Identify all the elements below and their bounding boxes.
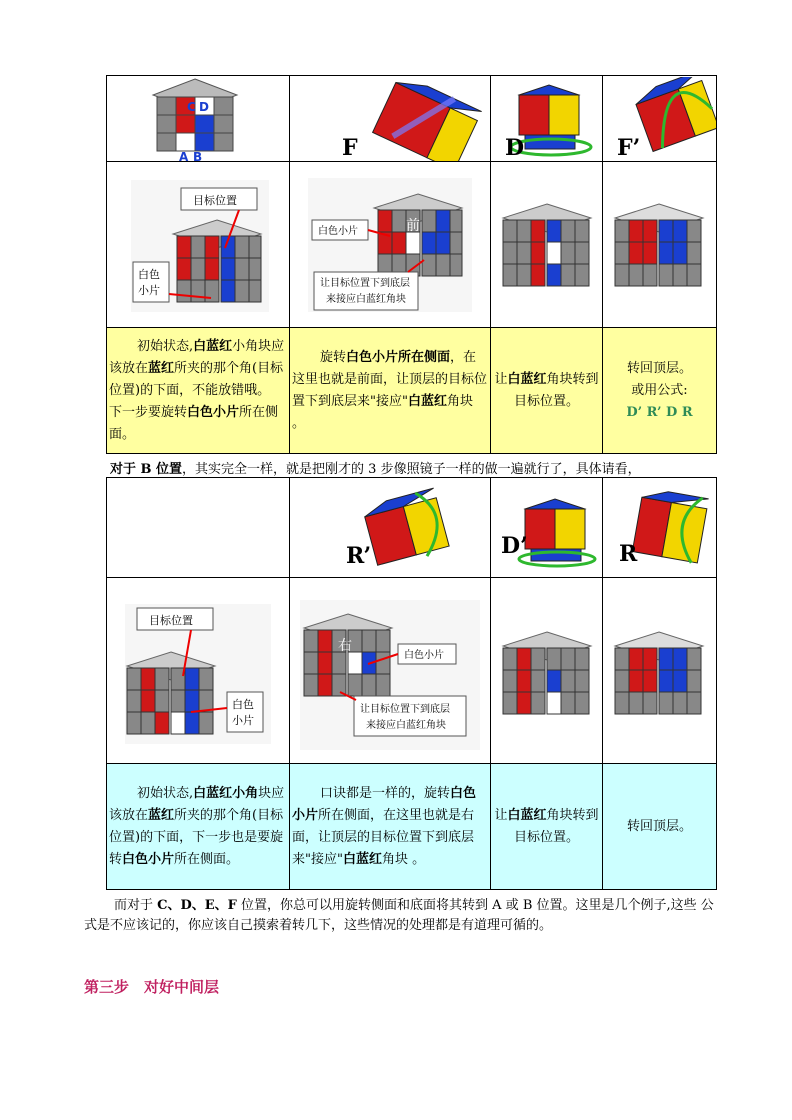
label-right: 右: [338, 637, 352, 654]
table-step-b: [106, 477, 717, 890]
cell-placed-image-2: [491, 578, 603, 764]
move-fp: F’: [617, 134, 641, 161]
cell-move-d: [491, 76, 603, 162]
returned-image: [603, 164, 716, 326]
label-hint-3: 让目标位置下到底层: [360, 703, 450, 715]
paragraph-other-positions: 而对于 C、D、E、F 位置，你总可以用旋转侧面和底面将其转到 A 或 B 位置。这里是几个例子,这些 公式是不应该记的，你应该自己摸索着转几下，这些情况的处理都是有道理可循的。: [84, 898, 714, 933]
text-return-top: 转回顶层。 或用公式: D’ R’ D R: [603, 328, 717, 454]
text-initial-state: 初始状态,白蓝红小角块应该放在蓝红所夹的那个角(目标位置)的下面，不能放错哦。 下一步要旋转白色小片所在侧面。: [107, 328, 290, 454]
section-heading: 第三步 对好中间层: [84, 978, 220, 996]
move-f: F: [342, 134, 358, 161]
label-white-3: 白色: [232, 697, 254, 711]
label-white-1: 白色: [138, 267, 160, 281]
label-hint-2: 来接应白蓝红角块: [326, 293, 406, 305]
move-r: R: [619, 540, 638, 567]
cell-move-f: [290, 76, 491, 162]
cube-rp-image: [290, 479, 490, 577]
cube-r-image: [603, 479, 716, 577]
label-hint-4: 来接应白蓝红角块: [366, 719, 446, 731]
cell-move-dp: [491, 478, 603, 578]
returned-image-2: [603, 580, 716, 762]
text-rotate-front: 旋转白色小片所在侧面，在这里也就是前面，让顶层的目标位置下到底层来"接应"白蓝红角块 。: [290, 328, 491, 454]
label-white-4: 小片: [232, 713, 254, 727]
cell-move-r: [603, 478, 717, 578]
formula: D’ R’ D R: [626, 404, 693, 420]
text-move-to-target-2: 让白蓝红角块转到目标位置。: [491, 764, 603, 890]
move-rp: R’: [346, 542, 372, 569]
text-return-top-2: 转回顶层。: [603, 764, 717, 890]
cell-move-fp: [603, 76, 717, 162]
cell-initial-image-2: [107, 578, 290, 764]
label-d: D: [199, 99, 209, 114]
cube-fp-image: [603, 77, 716, 161]
front-rotate-image: [290, 164, 490, 326]
cell-placed-image: [491, 162, 603, 328]
right-rotate-image: [290, 580, 490, 762]
text-rotate-right: 口诀都是一样的，旋转白色小片所在侧面，在这里也就是右面，让顶层的目标位置下到底层来"接应"白蓝红角块 。: [290, 764, 491, 890]
placed-image-2: [491, 580, 602, 762]
label-white-small-2: 白色小片: [404, 649, 444, 661]
label-white-2: 小片: [138, 283, 160, 297]
placed-image: [491, 164, 602, 326]
cell-move-rp: [290, 478, 491, 578]
move-d: D: [505, 134, 525, 161]
label-b: B: [193, 149, 203, 161]
cube-dp-image: [491, 479, 602, 577]
move-dp: D’: [501, 532, 528, 559]
label-target-2: 目标位置: [149, 613, 193, 627]
initial-state-image: [107, 164, 289, 326]
table-step-a: [106, 75, 717, 454]
text-move-to-target: 让白蓝红角块转到目标位置。: [491, 328, 603, 454]
label-target: 目标位置: [193, 193, 237, 207]
label-a: A: [179, 149, 189, 161]
label-white-small: 白色小片: [318, 225, 358, 237]
label-front: 前: [406, 217, 420, 234]
label-c: C: [187, 99, 196, 114]
cube-abcd-image: [107, 77, 289, 161]
cube-d-image: [491, 77, 602, 161]
cell-cube-abcd: [107, 76, 290, 162]
cell-returned-image-2: [603, 578, 717, 764]
cell-empty: [107, 478, 290, 578]
label-hint-1: 让目标位置下到底层: [320, 277, 410, 289]
note-b-position: 对于 B 位置，其实完全一样，就是把刚才的 3 步像照镜子一样的做一遍就行了，具体请看，: [110, 462, 641, 477]
cell-initial-image: [107, 162, 290, 328]
cell-right-image: [290, 578, 491, 764]
text-initial-state-2: 初始状态,白蓝红小角块应该放在蓝红所夹的那个角(目标位置)的下面，下一步也是要旋转白色小片所在侧面。: [107, 764, 290, 890]
cube-f-image: [290, 77, 490, 161]
cell-front-image: [290, 162, 491, 328]
cell-returned-image: [603, 162, 717, 328]
initial-state-image-2: [107, 580, 289, 762]
